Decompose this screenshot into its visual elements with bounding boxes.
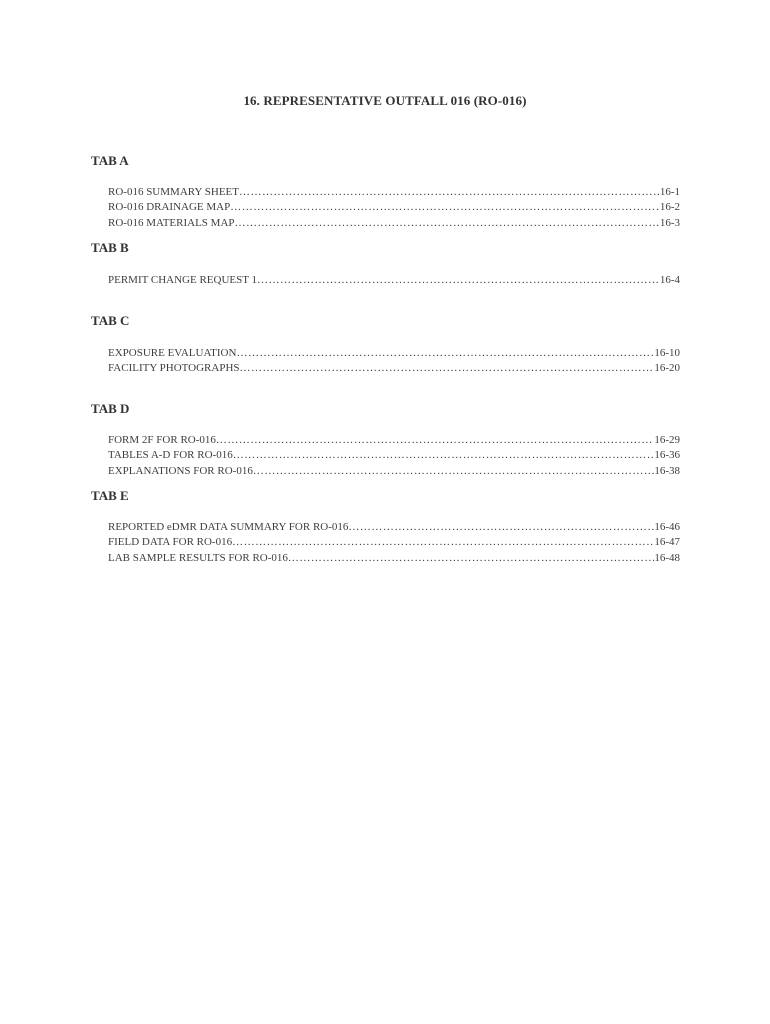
toc-entry-label: EXPOSURE EVALUATION (108, 347, 237, 359)
dot-leader (236, 346, 654, 361)
toc-entry-label: FACILITY PHOTOGRAPHS (108, 362, 240, 375)
dot-leader (240, 361, 655, 376)
dot-leader (239, 185, 660, 200)
toc-entry (108, 464, 680, 479)
toc-entry-page: 16-36 (654, 449, 680, 462)
toc-entry (108, 273, 680, 288)
tab-c-heading: TAB C (91, 313, 130, 328)
dot-leader (233, 448, 655, 463)
toc-entry-page: 16-2 (659, 201, 680, 214)
toc-entry-label: TABLES A-D FOR RO-016 (108, 449, 233, 462)
dot-leader (232, 535, 654, 550)
toc-entry (108, 361, 680, 376)
dot-leader (253, 464, 654, 479)
toc-entry (108, 200, 680, 215)
toc-entry-page: 16-4 (659, 274, 680, 286)
dot-leader (257, 273, 660, 288)
toc-entry-label: LAB SAMPLE RESULTS FOR RO-016 (108, 551, 288, 564)
toc-entry-page: 16-47 (654, 536, 680, 549)
tab-b-entries (108, 273, 680, 288)
toc-entry-page: 16-20 (654, 362, 680, 375)
toc-entry-label: PERMIT CHANGE REQUEST 1 (108, 274, 258, 286)
toc-entry (108, 185, 680, 200)
tab-d-heading: TAB D (91, 401, 130, 416)
toc-entry-page: 16-48 (654, 551, 680, 564)
dot-leader (348, 520, 654, 535)
toc-entry-label: RO-016 DRAINAGE MAP (108, 201, 231, 214)
toc-entry (108, 346, 680, 361)
tab-d-entries (108, 433, 680, 479)
toc-entry (108, 551, 680, 566)
toc-entry-page: 16-1 (659, 186, 680, 198)
tab-c-entries (108, 346, 680, 377)
toc-entry (108, 448, 680, 463)
toc-entry-label: FIELD DATA FOR RO-016 (108, 536, 233, 549)
toc-entry (108, 535, 680, 550)
tab-a-entries (108, 185, 680, 231)
toc-entry-label: EXPLANATIONS FOR RO-016 (108, 464, 253, 477)
toc-entry (108, 433, 680, 448)
tab-e-heading: TAB E (91, 488, 129, 503)
dot-leader (235, 216, 660, 231)
toc-entry-label: REPORTED eDMR DATA SUMMARY FOR RO-016 (108, 521, 349, 533)
toc-entry (108, 520, 680, 535)
tab-b-heading: TAB B (91, 240, 129, 255)
toc-entry-page: 16-46 (654, 521, 680, 533)
page-title: 16. REPRESENTATIVE OUTFALL 016 (RO-016) (243, 93, 527, 108)
toc-entry-page: 16-29 (654, 434, 680, 446)
toc-entry (108, 216, 680, 231)
toc-entry-label: RO-016 SUMMARY SHEET (108, 186, 239, 198)
tab-e-entries (108, 520, 680, 566)
tab-a-heading: TAB A (91, 153, 129, 168)
dot-leader (230, 200, 660, 215)
toc-entry-page: 16-10 (654, 347, 680, 359)
toc-entry-label: RO-016 MATERIALS MAP (108, 216, 235, 229)
dot-leader (216, 433, 654, 448)
toc-entry-page: 16-38 (654, 464, 680, 477)
toc-entry-page: 16-3 (659, 216, 680, 229)
toc-entry-label: FORM 2F FOR RO-016 (108, 434, 216, 446)
dot-leader (288, 551, 654, 566)
